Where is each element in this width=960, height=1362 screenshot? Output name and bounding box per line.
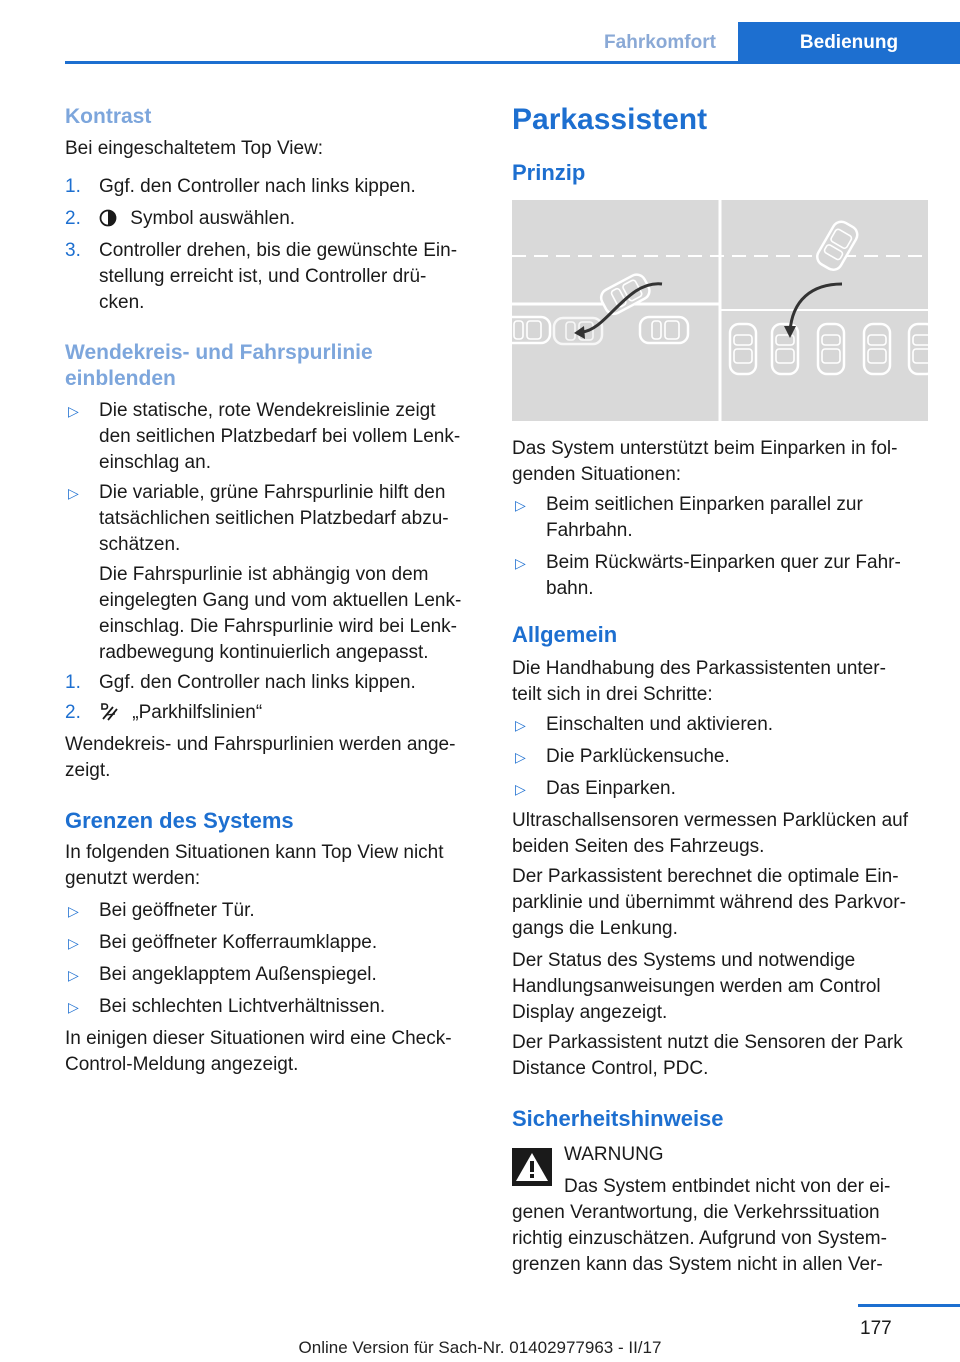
paragraph: beiden Seiten des Fahrzeugs. xyxy=(512,836,765,857)
bullet-triangle-icon: ▷ xyxy=(68,403,79,419)
bullet-text: Bei geöffneter Kofferraumklappe. xyxy=(99,932,378,953)
bullet-text: Beim seitlichen Einparken parallel zur xyxy=(546,494,863,515)
bullet-text: Einschalten und aktivieren. xyxy=(546,714,774,735)
heading-wendekreis: Wendekreis- und Fahrspurlinie xyxy=(65,341,373,364)
bullet-text: bahn. xyxy=(546,578,594,599)
step-text-with-icon xyxy=(99,700,262,726)
warning-text: richtig einzuschätzen. Aufgrund von System- xyxy=(512,1228,887,1249)
page-number-rule xyxy=(858,1304,960,1307)
parking-lines-icon xyxy=(99,701,119,721)
grenzen-outro: Control-Meldung angezeigt. xyxy=(65,1054,299,1075)
prinzip-text: Das System unterstützt beim Einparken in fol- xyxy=(512,438,898,459)
paragraph: Der Parkassistent berechnet die optimale Ein- xyxy=(512,866,899,887)
note-text: Die Fahrspurlinie ist abhängig von dem xyxy=(99,564,429,585)
step-text: Controller drehen, bis die gewünschte Ein- xyxy=(99,240,458,261)
bullet-triangle-icon: ▷ xyxy=(68,903,79,919)
grenzen-outro: In einigen dieser Situationen wird eine Check- xyxy=(65,1028,452,1049)
bullet-triangle-icon: ▷ xyxy=(515,781,526,797)
grenzen-intro: In folgenden Situationen kann Top View nicht xyxy=(65,842,444,863)
step-label: „Parkhilfslinien“ xyxy=(132,702,263,723)
paragraph: Ultraschallsensoren vermessen Parklücken auf xyxy=(512,810,909,831)
bullet-text: Bei geöffneter Tür. xyxy=(99,900,255,921)
heading-allgemein: Allgemein xyxy=(512,622,618,647)
bullet-triangle-icon: ▷ xyxy=(68,485,79,501)
bullet-text: Bei angeklapptem Außenspiegel. xyxy=(99,964,377,985)
paragraph: Der Parkassistent nutzt die Sensoren der Park xyxy=(512,1032,903,1053)
warning-text: grenzen kann das System nicht in allen Ver- xyxy=(512,1254,883,1275)
header-tab-bedienung[interactable]: Bedienung xyxy=(738,22,960,64)
kontrast-intro: Bei eingeschaltetem Top View: xyxy=(65,138,324,159)
bullet-text: Die statische, rote Wendekreislinie zeigt xyxy=(99,400,436,421)
warning-text: genen Verantwortung, die Verkehrssituation xyxy=(512,1202,880,1223)
bullet-triangle-icon: ▷ xyxy=(515,497,526,513)
step-number: 2. xyxy=(65,208,81,229)
contrast-icon xyxy=(99,209,117,227)
step-text-with-icon xyxy=(99,206,295,232)
warning-label: WARNUNG xyxy=(564,1144,664,1165)
step-number: 2. xyxy=(65,702,81,723)
bullet-text: einschlag an. xyxy=(99,452,211,473)
bullet-text: Fahrbahn. xyxy=(546,520,633,541)
parking-illustration-svg xyxy=(512,200,928,421)
note-text: radbewegung kontinuierlich angepasst. xyxy=(99,642,429,663)
header-rule xyxy=(65,61,960,64)
heading-parkassistent: Parkassistent xyxy=(512,103,708,136)
allgemein-intro: teilt sich in drei Schritte: xyxy=(512,684,713,705)
step-number: 3. xyxy=(65,240,81,261)
heading-kontrast: Kontrast xyxy=(65,105,152,128)
paragraph: Distance Control, PDC. xyxy=(512,1058,709,1079)
heading-wendekreis: einblenden xyxy=(65,367,176,390)
paragraph: Handlungsanweisungen werden am Control xyxy=(512,976,881,997)
bullet-triangle-icon: ▷ xyxy=(515,555,526,571)
bullet-text: schätzen. xyxy=(99,534,181,555)
footer-text: Online Version für Sach-Nr. 01402977963 - II/17 xyxy=(298,1338,662,1357)
heading-sicherheitshinweise: Sicherheitshinweise xyxy=(512,1106,724,1131)
parking-illustration xyxy=(512,200,928,421)
heading-grenzen: Grenzen des Systems xyxy=(65,808,294,833)
bullet-triangle-icon: ▷ xyxy=(68,999,79,1015)
header-tab-fahrkomfort[interactable]: Fahrkomfort xyxy=(604,32,716,53)
grenzen-intro: genutzt werden: xyxy=(65,868,201,889)
paragraph: parklinie und übernimmt während des Parkvor- xyxy=(512,892,906,913)
heading-prinzip: Prinzip xyxy=(512,160,586,185)
step-number: 1. xyxy=(65,176,81,197)
page-number: 177 xyxy=(860,1318,892,1339)
paragraph: Display angezeigt. xyxy=(512,1002,668,1023)
allgemein-intro: Die Handhabung des Parkassistenten unter- xyxy=(512,658,886,679)
note-text: eingelegten Gang und vom aktuellen Lenk- xyxy=(99,590,462,611)
paragraph: gangs die Lenkung. xyxy=(512,918,678,939)
step-text: Ggf. den Controller nach links kippen. xyxy=(99,672,416,693)
bullet-text: Bei schlechten Lichtverhältnissen. xyxy=(99,996,386,1017)
bullet-text: Die variable, grüne Fahrspurlinie hilft den xyxy=(99,482,446,503)
bullet-text: Die Parklückensuche. xyxy=(546,746,730,767)
bullet-text: den seitlichen Platzbedarf bei vollem Lenk- xyxy=(99,426,461,447)
paragraph: Der Status des Systems und notwendige xyxy=(512,950,856,971)
warning-icon xyxy=(512,1148,552,1191)
bullet-triangle-icon: ▷ xyxy=(515,717,526,733)
bullet-text: Das Einparken. xyxy=(546,778,676,799)
result-text: zeigt. xyxy=(65,760,111,781)
step-text: cken. xyxy=(99,292,145,313)
bullet-triangle-icon: ▷ xyxy=(68,935,79,951)
prinzip-text: genden Situationen: xyxy=(512,464,682,485)
bullet-triangle-icon: ▷ xyxy=(68,967,79,983)
step-label: Symbol auswählen. xyxy=(130,208,296,229)
warning-text: Das System entbindet nicht von der ei- xyxy=(564,1176,891,1197)
bullet-text: tatsächlichen seitlichen Platzbedarf abzu- xyxy=(99,508,449,529)
note-text: einschlag. Die Fahrspurlinie wird bei Lenk- xyxy=(99,616,458,637)
result-text: Wendekreis- und Fahrspurlinien werden ange- xyxy=(65,734,456,755)
step-number: 1. xyxy=(65,672,81,693)
bullet-triangle-icon: ▷ xyxy=(515,749,526,765)
bullet-text: Beim Rückwärts-Einparken quer zur Fahr- xyxy=(546,552,901,573)
step-text: stellung erreicht ist, und Controller drü- xyxy=(99,266,427,287)
step-text: Ggf. den Controller nach links kippen. xyxy=(99,176,416,197)
